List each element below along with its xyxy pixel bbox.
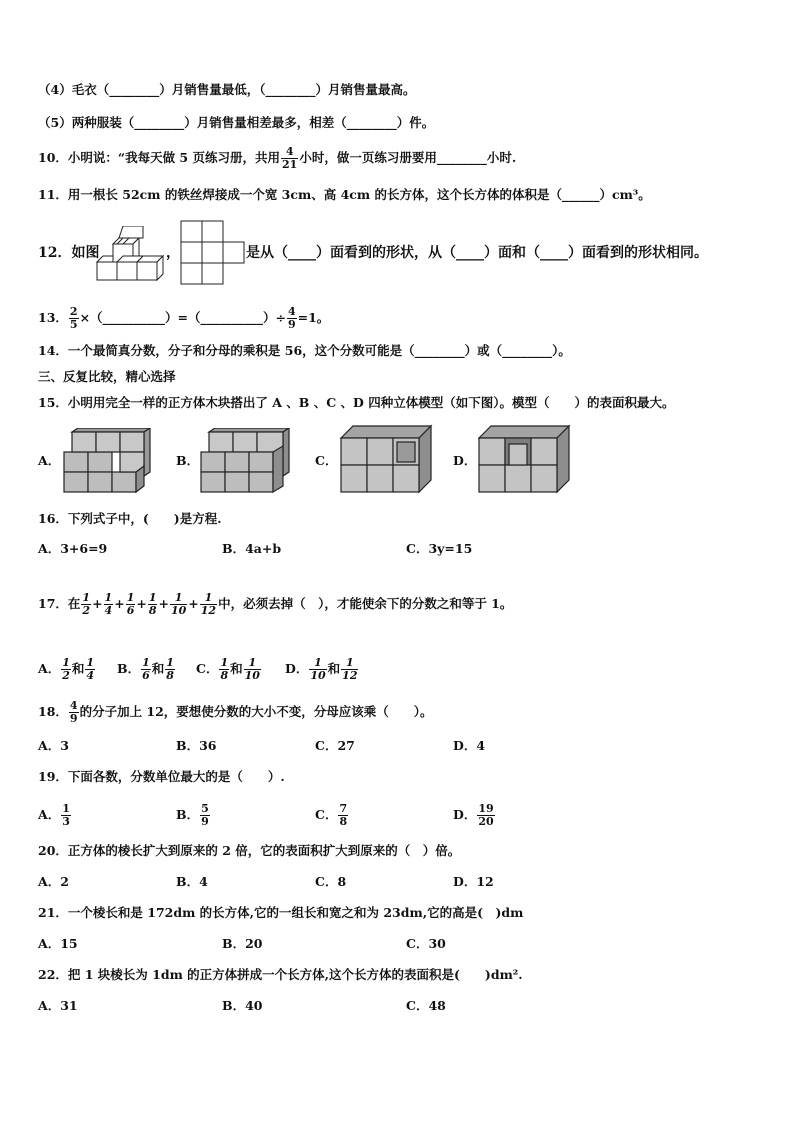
- q17-f2-n: 1: [104, 591, 113, 604]
- q17-f4-d: 8: [148, 604, 157, 617]
- q22-option-a: A．31: [38, 998, 78, 1013]
- d: 12: [342, 669, 358, 682]
- q22-option-c: C．48: [406, 998, 446, 1013]
- q-sub5: （5）两种服装（________）月销售量相差最多，相差（________）件。: [38, 115, 435, 130]
- q17-f6-n: 1: [204, 591, 213, 604]
- q19-option-b: [176, 798, 211, 832]
- n: 5: [201, 802, 209, 815]
- question-21: 21．一个棱长和是 172dm 的长方体,它的一组长和宽之和为 23dm,它的高是( )dm: [38, 905, 524, 920]
- n: 1: [346, 656, 354, 669]
- q17-option-a: [38, 651, 96, 687]
- q15-model-b: [199, 428, 291, 494]
- n: 1: [62, 802, 70, 815]
- q17-b-frac-2: [165, 657, 175, 682]
- q19-c-frac: [338, 803, 348, 828]
- q13-num: 13．: [38, 310, 68, 325]
- q15-option-a: A．: [38, 453, 61, 468]
- q17-a-frac-1: [61, 657, 71, 682]
- q17-option-d: [285, 651, 359, 687]
- d: 4: [86, 669, 95, 682]
- q16-option-b: B．4a+b: [222, 541, 282, 556]
- q20-option-c: C．8: [315, 874, 347, 889]
- q19-b-frac: [200, 803, 210, 828]
- q17-f5-d: 10: [170, 604, 187, 617]
- q19-c-label: C．: [315, 807, 338, 822]
- n: 1: [248, 656, 257, 669]
- q17-frac-3: [126, 592, 136, 617]
- q22-option-b: B．40: [222, 998, 263, 1013]
- and-text: 和: [230, 661, 243, 676]
- d: 10: [244, 669, 260, 682]
- q17-a-label: A．: [38, 661, 61, 676]
- d: 6: [142, 669, 150, 682]
- d: 9: [201, 815, 209, 828]
- q19-d-frac: [477, 803, 494, 828]
- q17-option-b: [117, 651, 176, 687]
- q19-a-frac: [61, 803, 71, 828]
- question-12-end: 是从（____）面看到的形状，从（____）面和（____）面看到的形状相同。: [246, 245, 708, 261]
- question-11: 11．用一根长 52cm 的铁丝焊接成一个宽 3cm、高 4cm 的长方体，这个长方体的体积是（______）cm³。: [38, 187, 651, 202]
- question-19: 19．下面各数，分数单位最大的是（ ）.: [38, 769, 285, 784]
- q13-f1-num: 2: [69, 305, 78, 318]
- q17-f6-d: 12: [200, 604, 217, 617]
- q17-d-frac-1: [309, 657, 326, 682]
- question-20: 20．正方体的棱长扩大到原来的 2 倍，它的表面积扩大到原来的（ ）倍。: [38, 843, 461, 858]
- q17-b-frac-1: [141, 657, 151, 682]
- and-text: 和: [327, 661, 341, 676]
- q10-denominator: 21: [282, 158, 298, 171]
- n: 1: [220, 656, 229, 669]
- q21-option-b: B．20: [222, 936, 263, 951]
- q10-fraction: [281, 146, 298, 171]
- n: 19: [478, 802, 494, 815]
- q17-d-frac-2: [341, 657, 358, 682]
- q15-model-a: [62, 428, 152, 494]
- q17-f2-d: 4: [104, 604, 113, 617]
- and-text: 和: [151, 661, 165, 676]
- q15-model-d: [477, 424, 571, 494]
- q17-frac-2: [104, 592, 114, 617]
- q18-option-b: B．36: [176, 738, 217, 753]
- q10-text: 10．小明说：“我每天做 5 页练习册，共用: [38, 150, 280, 165]
- q19-b-label: B．: [176, 807, 200, 822]
- q17-f1-d: 2: [82, 604, 91, 617]
- q17-frac-6: [200, 592, 217, 617]
- q17-text-end: 中，必须去掉（ ），才能使余下的分数之和等于 1。: [218, 596, 513, 611]
- n: 1: [142, 656, 150, 669]
- d: 2: [62, 669, 70, 682]
- q21-option-a: A．15: [38, 936, 78, 951]
- q13-text-end: =1。: [297, 310, 330, 325]
- q18-option-d: D．4: [453, 738, 486, 753]
- d: 10: [310, 669, 326, 682]
- q-sub4: （4）毛衣（________）月销售量最低，（________）月销售量最高。: [38, 82, 416, 97]
- and-text: 和: [71, 661, 85, 676]
- q19-option-a: [38, 798, 72, 832]
- question-13: [38, 306, 329, 331]
- q18-option-c: C．27: [315, 738, 355, 753]
- q17-f3-n: 1: [126, 591, 135, 604]
- q15-option-b: B．: [176, 453, 200, 468]
- q10-text-end: 小时，做一页练习册要用________小时.: [299, 150, 517, 165]
- q18-num-top: 4: [69, 699, 78, 712]
- q12-grid-figure: [180, 220, 246, 286]
- q13-f2-den: 9: [287, 318, 296, 331]
- section-title: 三、反复比较，精心选择: [38, 369, 176, 384]
- q13-f1-den: 5: [69, 318, 78, 331]
- question-14: 14．一个最简真分数，分子和分母的乘积是 56，这个分数可能是（________）或（________）。: [38, 343, 571, 358]
- n: 1: [62, 656, 70, 669]
- q19-option-d: [453, 798, 496, 832]
- q17-option-c: [196, 651, 262, 687]
- q17-a-frac-2: [85, 657, 95, 682]
- q12-cube-figure: [95, 226, 167, 282]
- q17-frac-4: [148, 592, 158, 617]
- q17-f1-n: 1: [82, 591, 91, 604]
- d: 8: [339, 815, 348, 828]
- q20-option-a: A．2: [38, 874, 69, 889]
- q13-fraction-2: [287, 306, 297, 331]
- q15-option-c: C．: [315, 453, 338, 468]
- q18-den: 9: [69, 712, 78, 725]
- q19-a-label: A．: [38, 807, 61, 822]
- q15-model-c: [339, 424, 433, 494]
- q18-num: 18．: [38, 704, 68, 719]
- q19-d-label: D．: [453, 807, 477, 822]
- q17-c-frac-2: [244, 657, 261, 682]
- question-22: 22．把 1 块棱长为 1dm 的正方体拼成一个长方体,这个长方体的表面积是( )dm².: [38, 967, 523, 982]
- q17-frac-1: [81, 592, 91, 617]
- q12-text: 12．如图: [38, 245, 100, 261]
- q17-text: 17．在: [38, 596, 81, 611]
- question-10: [38, 146, 516, 171]
- question-16: 16．下列式子中，( )是方程.: [38, 511, 222, 526]
- q17-frac-5: [170, 592, 187, 617]
- q19-option-c: [315, 798, 349, 832]
- q18-option-a: A．3: [38, 738, 69, 753]
- d: 8: [166, 669, 174, 682]
- q17-f5-n: 1: [174, 591, 183, 604]
- d: 3: [62, 815, 70, 828]
- n: 7: [339, 802, 348, 815]
- q20-option-d: D．12: [453, 874, 494, 889]
- question-17: 17．在 $\frac{1}{2}$ + $\frac{1}{4}$ + $\frac{1}{6}$ + $\frac{1}{8}$ + $\frac{1}{10}$ + $\frac{1}{12}$ 中，必须去掉（ ），才能使余下的分数之和等于 1。: [38, 591, 513, 617]
- q17-c-label: C．: [196, 661, 219, 676]
- q20-option-b: B．4: [176, 874, 208, 889]
- d: 8: [220, 669, 229, 682]
- n: 1: [166, 656, 174, 669]
- question-15: 15．小明用完全一样的正方体木块搭出了 A 、B 、C 、D 四种立体模型（如下图）。模型（ ）的表面积最大。: [38, 395, 675, 410]
- n: 1: [314, 656, 322, 669]
- q13-f2-num: 4: [287, 305, 296, 318]
- q17-f4-n: 1: [148, 591, 157, 604]
- q17-b-label: B．: [117, 661, 141, 676]
- d: 20: [478, 815, 494, 828]
- q10-numerator: 4: [285, 145, 294, 158]
- q18-text: 的分子加上 12，要想使分数的大小不变，分母应该乘（ ）。: [79, 704, 433, 719]
- q16-option-a: A．3+6=9: [38, 541, 108, 556]
- q17-c-frac-1: [219, 657, 229, 682]
- n: 1: [86, 656, 95, 669]
- question-12-start: [38, 244, 99, 262]
- q15-option-d: D．: [453, 453, 477, 468]
- question-18: [38, 695, 433, 729]
- q13-text: ×（__________）=（__________）÷: [79, 310, 286, 325]
- q12-comma: ，: [166, 245, 180, 261]
- q17-d-label: D．: [285, 661, 309, 676]
- q18-fraction: [69, 700, 79, 725]
- q17-f3-d: 6: [126, 604, 135, 617]
- q13-fraction-1: [69, 306, 79, 331]
- q21-option-c: C．30: [406, 936, 446, 951]
- q16-option-c: C．3y=15: [406, 541, 473, 556]
